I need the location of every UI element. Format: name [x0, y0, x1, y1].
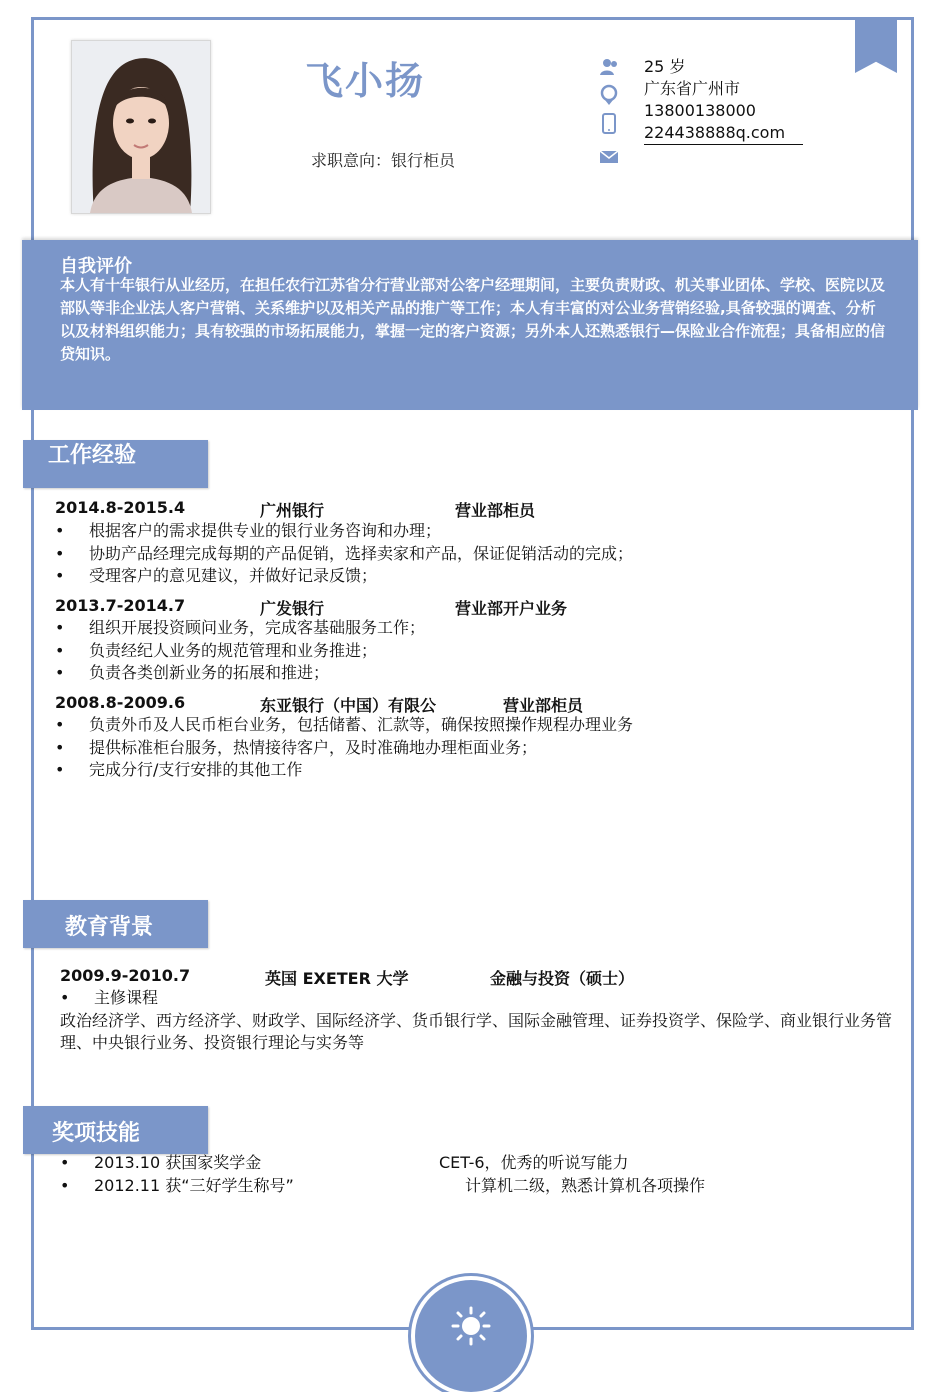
profile-photo: [71, 40, 211, 214]
education-section-header: [23, 900, 208, 948]
education-school: 英国 EXETER 大学: [265, 969, 409, 988]
list-item: • 负责各类创新业务的拓展和推进；: [55, 662, 425, 685]
list-item: • 根据客户的需求提供专业的银行业务咨询和办理；: [55, 520, 633, 543]
job-period: 2014.8-2015.4: [55, 498, 186, 517]
list-item: • 组织开展投资顾问业务，完成客基础服务工作；: [55, 617, 425, 640]
award-left: 2013.10 获国家奖学金: [94, 1153, 262, 1172]
award-right: 计算机二级，熟悉计算机各项操作: [465, 1175, 706, 1195]
job-role: 营业部柜员: [455, 501, 536, 520]
award-left: 2012.11 获“三好学生称号”: [94, 1175, 294, 1195]
list-item: • 负责外币及人民币柜台业务，包括储蓄、汇款等，确保按照操作规程办理业务: [55, 714, 633, 737]
education-bullets: [60, 987, 158, 1010]
sun-icon: [451, 1306, 491, 1346]
location-text: 广东省广州市: [644, 79, 741, 98]
contact-info: [644, 56, 803, 145]
bottom-decoration: [415, 1280, 527, 1392]
self-evaluation-title: 自我评价: [60, 256, 132, 277]
job-company: 广州银行: [260, 501, 325, 520]
award-right: CET-6，优秀的听说写能力: [439, 1153, 629, 1172]
list-item: • 负责经纪人业务的规范管理和业务推进；: [55, 640, 425, 663]
job-period: 2008.8-2009.6: [55, 693, 186, 712]
job-intent: [311, 148, 455, 171]
person-icon: [598, 56, 620, 78]
self-evaluation-text: 本人有十年银行从业经历，在担任农行江苏省分行营业部对公客户经理期间，主要负责财政、机关事业团体、学校、医院以及部队等非企业法人客户营销、关系维护以及相关产品的推广等工作；本人有丰富的对公业务营销经验,具备较强的调查、分析以及材料组织能力；具有较强的市场拓展能力，掌握一定的客户资源；另外本人还熟悉银行—保险业合作流程；具备相应的信贷知识。: [60, 276, 886, 363]
job-intent-label: 求职意向：银行柜员: [311, 151, 456, 170]
work-section-header: [23, 440, 208, 488]
location-icon: [598, 84, 620, 106]
job-role: 营业部开户业务: [455, 599, 568, 618]
job-role: 营业部柜员: [503, 696, 584, 715]
list-item: • 完成分行/支行安排的其他工作: [55, 759, 633, 782]
mail-icon: [598, 146, 620, 168]
job-bullets-1: [55, 520, 633, 588]
work-section-title: 工作经验: [48, 443, 137, 468]
education-period: 2009.9-2010.7: [60, 966, 191, 985]
list-item: • 受理客户的意见建议，并做好记录反馈；: [55, 565, 633, 588]
phone-text: 13800138000: [644, 101, 756, 120]
awards-section-title: 奖项技能: [52, 1121, 141, 1146]
job-company: 东亚银行（中国）有限公: [260, 696, 437, 715]
phone-icon: [598, 112, 620, 134]
job-company: 广发银行: [260, 599, 325, 618]
awards-section-header: [23, 1106, 208, 1154]
education-section-title: 教育背景: [65, 915, 154, 940]
bullet-dot: •: [60, 1175, 70, 1195]
email-text: 224438888q.com: [644, 122, 803, 145]
job-bullets-2: [55, 617, 425, 685]
age-text: 25 岁: [644, 57, 686, 76]
courses-text: 政治经济学、西方经济学、财政学、国际经济学、货币银行学、国际金融管理、证券投资学、保险学、商业银行业务管理、中央银行业务、投资银行理论与实务等: [60, 1011, 893, 1052]
education-degree: 金融与投资（硕士）: [490, 969, 635, 988]
list-item: • 提供标准柜台服务，热情接待客户，及时准确地办理柜面业务；: [55, 737, 633, 760]
bullet-dot: •: [60, 1153, 70, 1172]
list-item: • 协助产品经理完成每期的产品促销，选择卖家和产品，保证促销活动的完成；: [55, 543, 633, 566]
self-evaluation-section: [22, 240, 918, 410]
job-bullets-3: [55, 714, 633, 782]
list-item: • 主修课程: [60, 987, 158, 1010]
job-period: 2013.7-2014.7: [55, 596, 186, 615]
candidate-name: 飞小扬: [305, 59, 426, 103]
